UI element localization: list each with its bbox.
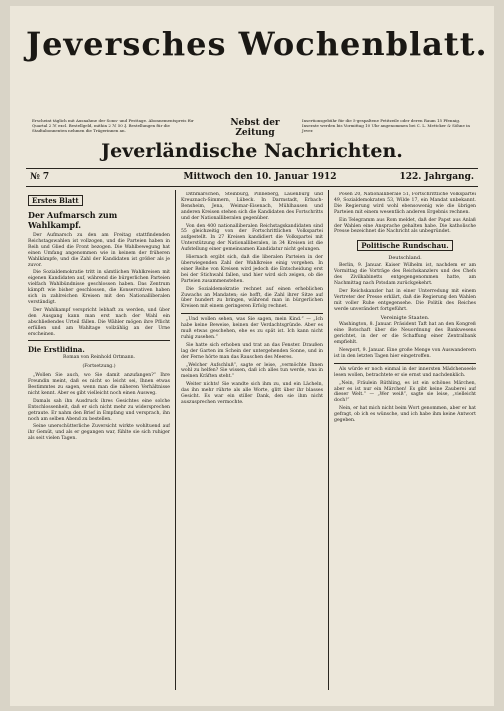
- article-paragraph: Dithmarschen, Steinburg, Pinneberg, Lauenburg und Kreuznach-Simmern, Lübeck. In Darmstadt, Erbach-Bensheim, Jena, Weimar-Eisenach, Mühlhausen und anderen Kreisen stehen sich die Kandidaten des Fortschritts und der Nationalliberalen gegenüber.: [181, 192, 323, 221]
- story-paragraph: Weiter nichts! Sie wandte sich ihm zu, und ein Lächeln, das ihn mehr rührte als alle Worte, glitt über ihr blasses Gesicht. Es war ein stiller Dank, den sie ihm nicht auszusprechen vermochte.: [181, 382, 323, 405]
- volume-year: 122. Jahrgang.: [399, 172, 474, 182]
- feuilleton-paragraph: Damals sah ihn Ausdruck ihres Gesichtes eine solche Entschlossenheit, daß er sich nicht mehr zu widersprechen getraute. Er nahm den Brief in Empfang und versprach, ihn noch am selben Abend zu bestellen.: [28, 398, 170, 422]
- subscription-info: Erscheint täglich mit Ausnahme der Sonn- und Festtage. Abonnementspreis für Quartal 2 ℳ excl. Bestellgeld, mithin 2 ℳ 50 ₰. Bestellungen für die Stadtabonnenten nehmen die Trägerinnen an.: [32, 118, 194, 133]
- feuilleton-paragraph: „Wollen Sie auch, wo Sie damit anzufangen?“ Ihre Freundin meint, daß es nicht so leicht sei, Ihnen etwas Bestimmtes zu sagen, wenn man die näheren Verhältnisse nicht kennt. Aber es gibt vielleicht noch einen Ausweg.: [28, 373, 170, 396]
- rule-bottom: [26, 186, 478, 187]
- supplement-note: Nebst der Zeitung: [230, 118, 280, 138]
- newspaper-page: [10, 6, 494, 706]
- feuilleton-note: (Fortsetzung.): [82, 364, 116, 370]
- story-paragraph: Als würde er noch einmal in der innersten Mädchenseele lesen wollen, betrachtete er sie ernst und nachdenklich.: [334, 366, 476, 378]
- rundschau-heading: Politische Rundschau.: [357, 240, 452, 251]
- story-paragraph: Sie hatte sich erhoben und trat an das Fenster. Draußen lag der Garten im Schein der untergehenden Sonne, und in der Ferne hörte man das Rauschen des Meeres.: [181, 342, 323, 360]
- column-divider-2: [328, 190, 329, 690]
- lead-article-heading: Der Aufmarsch zum Wahlkampf.: [28, 210, 118, 230]
- feuilleton-rule: [28, 340, 170, 341]
- news-paragraph: Newport, 9. Januar. Eine große Menge von Auswanderern ist in den letzten Tagen hier eingetroffen.: [334, 348, 476, 359]
- column-3: [334, 192, 476, 697]
- article-paragraph: Von den 400 nationalliberalen Reichstagskandidaten sind 55 gleichzeitig von der Fortschrittlichen Volkspartei aufgestellt. In 27 Kreisen kandidiert die Volkspartei mit Unterstützung der Nationalliberalen, in 34 Kreisen ist die Aufstellung einer gemeinsamen Kandidatur nicht gelungen.: [181, 223, 323, 253]
- article-paragraph: Posen 20, Nationalliberale 51, Fortschrittliche Volkspartei 49, Sozialdemokraten 53, Wilde 17, ein Mandat unbekannt. Die Regierung wird wohl ebensowenig wie die übrigen Parteien mit einem wesentlich anderen Ergebnis rechnen.: [334, 192, 476, 215]
- article-paragraph: Die Sozialdemokratie rechnet auf einen erheblichen Zuwachs an Mandaten; sie hofft, die Zahl ihrer Sitze auf über hundert zu bringen, während man in bürgerlichen Kreisen mit einem geringeren Erfolg rechnet.: [181, 286, 323, 310]
- story-paragraph: „Welcher Aufschluß“, sagte er leise, „vermöchte Ihnen wohl zu helfen? Sie wissen, daß ich alles tun werde, was in meinen Kräften steht.“: [181, 362, 323, 380]
- advertising-info: Insertionsgebühr für die 5-gespaltene Petitzeile oder deren Raum 15 Pfennig. Inserate werden bis Vormittag 10 Uhr angenommen bei C. L. Mettcker & Söhne in Jever.: [302, 118, 470, 133]
- column-1: [28, 192, 170, 697]
- feuilleton-title: Die Erstlidina.: [28, 345, 85, 355]
- lead-article-paragraph: Der Aufmarsch zu den am Freitag stattfindenden Reichstagswahlen ist vollzogen, und die Parteien haben in Reih und Glied die Front bezogen. Die Wahlbewegung hat einen Umfang angenommen wie in keinem der früheren Wahlkämpfe, und die Zahl der Kandidaten ist größer als je zuvor.: [28, 233, 170, 268]
- masthead-subtitle: Jeverländische Nachrichten.: [101, 140, 403, 162]
- dateline: [30, 172, 474, 184]
- rule-top: [26, 168, 478, 169]
- lead-article-paragraph: Die Sozialdemokratie tritt in sämtlichen Wahlkreisen mit eigenen Kandidaten auf, während die bürgerlichen Parteien vielfach Wahlbündnisse geschlossen haben. Das Zentrum kämpft wie bisher geschlossen, die Konservativen haben sich in zahlreichen Kreisen mit den Nationalliberalen verständigt.: [28, 270, 170, 305]
- feuilleton-paragraph: Seine unerschütterliche Zuversicht wirkte wohltuend auf ihr Gemüt, und als er gegangen war, fühlte sie sich ruhiger als seit vielen Tagen.: [28, 424, 170, 442]
- column-divider-1: [175, 190, 176, 690]
- issue-date: Mittwoch den 10. Januar 1912: [183, 172, 337, 182]
- section-label: Erstes Blatt: [28, 195, 83, 206]
- story-paragraph: „Nein, Fräulein Rüthling, es ist ein schönes Märchen, aber es ist nur ein Märchen! Es gibt keine Zauberei auf dieser Welt.“ — „Wer weiß“, sagte sie leise, „vielleicht doch!“: [334, 380, 476, 404]
- germany-subheading: Deutschland.: [388, 255, 422, 262]
- story-rule: [181, 313, 323, 314]
- news-paragraph: Der Reichskanzler hat in einer Unterredung mit einem Vertreter der Presse erklärt, daß die Regierung den Wahlen mit voller Ruhe entgegensehe. Die Politik des Reiches werde unverändert fortgeführt.: [334, 288, 476, 312]
- masthead-title: Jeversches Wochenblatt.: [26, 25, 488, 63]
- article-paragraph: Ein Telegramm aus Rom meldet, daß der Papst aus Anlaß der Wahlen eine Ansprache gehalten habe. Die katholische Presse bezeichnet die Nachricht als unbegründet.: [334, 217, 476, 235]
- story-paragraph: „Und wollen sehen, was Sie sagen, mein Kind.“ — „Ich habe keine Beweise, keinen der Verdachtsgründe. Aber es muß etwas geschehen, ehe es zu spät ist. Ich kann nicht ruhig zusehen.“: [181, 317, 323, 340]
- column-2: [181, 192, 323, 697]
- lead-article-paragraph: Der Wahlkampf verspricht lebhaft zu werden, und über den Ausgang kann man erst nach der Wahl ein abschließendes Urteil fällen. Die Wähler mögen ihre Pflicht erfüllen und am Wahltage vollzählig an der Urne erscheinen.: [28, 307, 170, 337]
- news-paragraph: Washington, 8. Januar. Präsident Taft hat an den Kongreß eine Botschaft über die Neuordnung des Bankwesens gerichtet, in der er die Schaffung einer Zentralbank empfiehlt.: [334, 322, 476, 346]
- story-rule: [334, 363, 476, 364]
- usa-subheading: Vereinigte Staaten.: [380, 314, 430, 321]
- article-paragraph: Hiernach ergibt sich, daß die liberalen Parteien in der überwiegenden Zahl der Wahlkreise einig vorgehen. In einer Reihe von Kreisen wird jedoch die Entscheidung erst bei der Stichwahl fallen, und hier wird sich zeigen, ob die Parteien zusammenstehen.: [181, 255, 323, 284]
- issue-number: № 7: [30, 172, 50, 182]
- news-paragraph: Berlin, 9. Januar. Kaiser Wilhelm ist, nachdem er am Vormittag die Vorträge des Reichskanzlers und des Chefs des Zivilkabinetts entgegengenommen hatte, am Nachmittag nach Potsdam zurückgekehrt.: [334, 263, 476, 286]
- feuilleton-author: Roman von Reinhold Ortmann.: [63, 355, 135, 361]
- story-paragraph: Nein, er hat mich nicht beim Wort genommen, aber er hat gefragt, ob ich es wünsche, und ich habe ihm keine Antwort gegeben.: [334, 406, 476, 424]
